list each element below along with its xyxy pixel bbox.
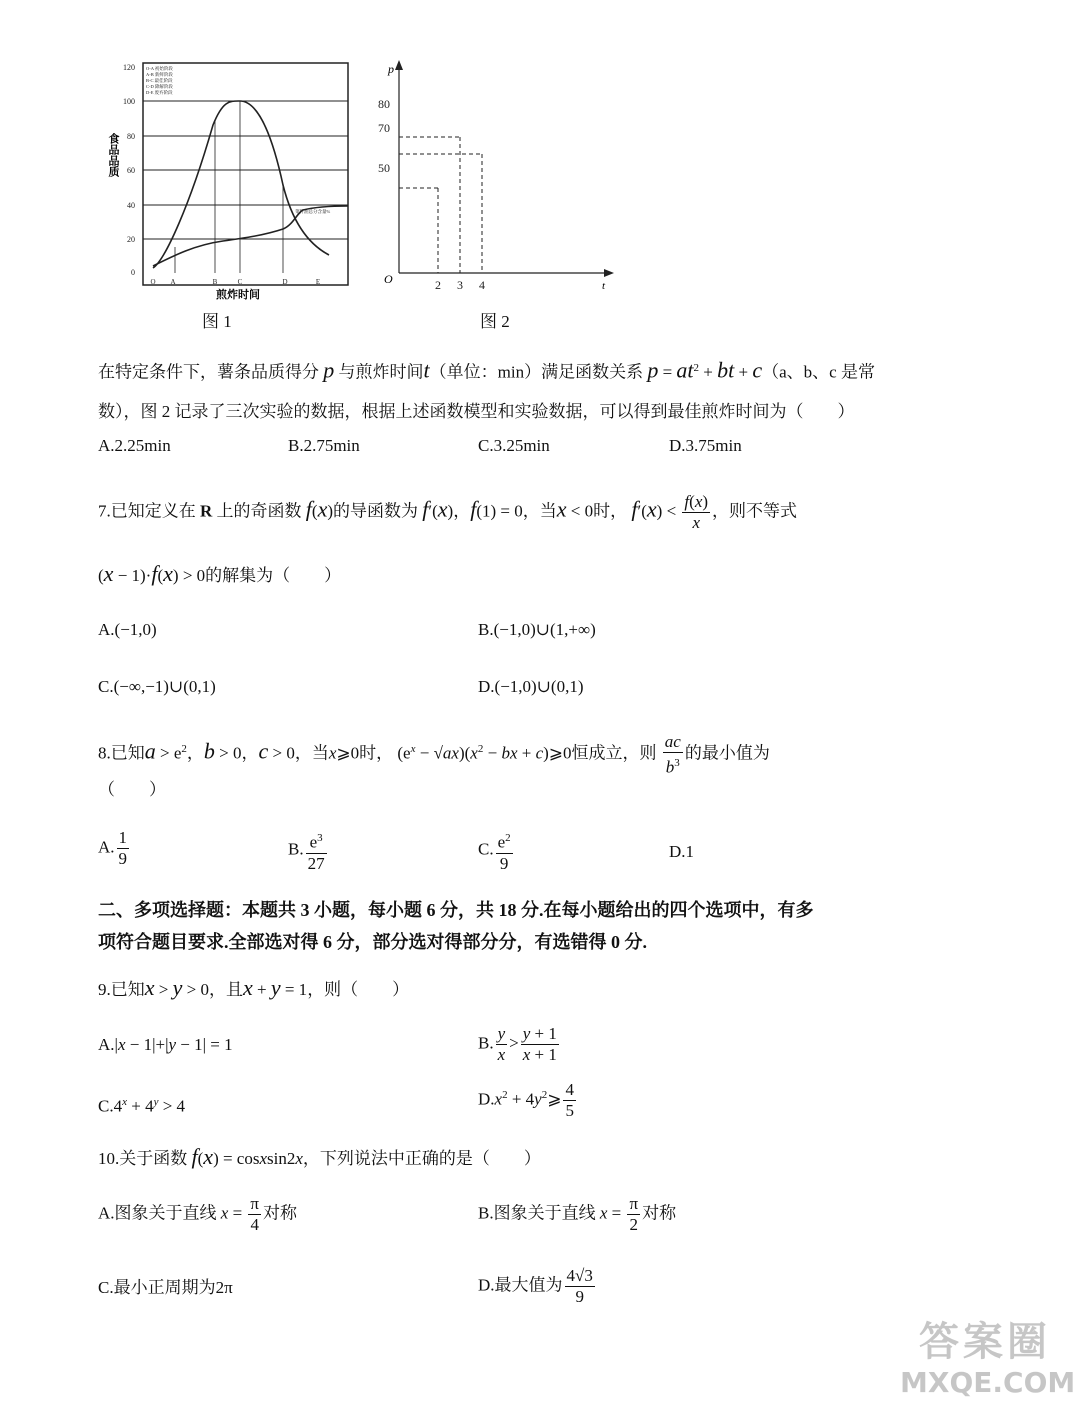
q10-stem: 10.关于函数 f(x) = cosxsin2x，下列说法中正确的是（ ） (98, 1144, 541, 1169)
fig2-x-arrow (604, 269, 614, 277)
fig2-ytick: 70 (378, 121, 390, 135)
svg-text:O-A 初始阶段: O-A 初始阶段 (146, 66, 173, 71)
q10-option-b: B.图象关于直线 x = $\frac{\pi}{2}$ 对称 (478, 1194, 677, 1234)
q7-stem: 7.已知定义在 R 上的奇函数 f(x)的导函数为 f′(x)，f(1) = 0，当x < 0时， f′(x) < $\frac{f(x)}{x}$ ，则不等式 (98, 492, 798, 532)
svg-text:C-D 降解阶段: C-D 降解阶段 (146, 84, 173, 89)
q10-option-d: D.最大值为 $\frac{4√3}{9}$ (478, 1266, 593, 1306)
figure-1-chart (105, 55, 355, 305)
q7-option-a: A.(−1,0) (98, 620, 157, 639)
q8-paren: （ ） (98, 780, 166, 799)
fig1-xtick: A (170, 278, 176, 286)
q6-option-c: C.3.25min (478, 436, 550, 455)
fig1-drop-lines (175, 101, 283, 273)
fig1-curve-label: 菜籽油总分含量% (295, 209, 331, 214)
fig1-xtick: E (315, 278, 321, 286)
fig1-ytick: 60 (127, 166, 135, 175)
fig1-ytick: 0 (131, 268, 135, 277)
svg-text:D-E 废弃阶段: D-E 废弃阶段 (146, 90, 173, 95)
fig1-ytick: 40 (127, 201, 135, 210)
svg-text:B-C 最佳阶段: B-C 最佳阶段 (146, 78, 173, 83)
q10-option-c: C.最小正周期为2π (98, 1278, 233, 1297)
fig1-xtick: B (212, 278, 218, 286)
fig1-ylabel: 食品品质 (107, 133, 119, 177)
q7-option-d: D.(−1,0)∪(0,1) (478, 677, 584, 696)
fig2-xtick: 4 (479, 278, 485, 292)
fig2-caption: 图 2 (480, 312, 510, 331)
fig1-gridlines (143, 101, 348, 239)
fig2-ytick: 80 (378, 97, 390, 111)
q9-option-a: A.|x − 1|+|y − 1| = 1 (98, 1035, 233, 1054)
q6-option-a: A.2.25min (98, 436, 171, 455)
q8-option-c: C. $\frac{e^2}{9}$ (478, 828, 515, 874)
q8-stem: 8.已知$a > e^2$，b > 0，c > 0，当x⩾0时， $(e^x - √ax)(x^2$ − bx + c)⩾0恒成立，则 $\frac{ac}{b^3}$ 的最小值为 (98, 732, 770, 777)
fig1-xlabel: 煎炸时间 (216, 289, 260, 301)
q9-option-d: $D.x^2$ + $4y^2⩾$ $\frac{4}{5}$ (478, 1080, 574, 1120)
svg-text:A-B 新鲜阶段: A-B 新鲜阶段 (146, 72, 173, 77)
fig2-data-marks (399, 137, 482, 273)
fig1-xtick: D (282, 278, 288, 286)
fig2-origin: O (384, 272, 393, 286)
fig1-ytick: 20 (127, 235, 135, 244)
section2-line2: 项符合题目要求.全部选对得 6 分，部分选对得部分分，有选错得 0 分. (98, 932, 647, 952)
section2-line1: 二、多项选择题：本题共 3 小题，每小题 6 分，共 18 分.在每小题给出的四个选项中，有多 (98, 900, 814, 920)
q7-stem-line2: (x − 1)·f(x) > 0的解集为（ ） (98, 561, 342, 586)
fig1-xtick: C (237, 278, 243, 286)
q8-option-d: D.1 (669, 842, 695, 861)
fig2-xtick: 2 (435, 278, 441, 292)
fig1-caption: 图 1 (202, 312, 232, 331)
q6-option-b: B.2.75min (288, 436, 360, 455)
q6-line1: 在特定条件下，薯条品质得分 p 与煎炸时间t（单位：min）满足函数关系 $p = at^2$ + bt + c（a、b、c 是常 (98, 357, 875, 383)
figure-2-chart (372, 55, 622, 300)
fig1-xtick: O (150, 278, 156, 286)
q8-option-b: B. $\frac{e^3}{27}$ (288, 828, 329, 874)
fig2-ytick: 50 (378, 161, 390, 175)
q6-option-d: D.3.75min (669, 436, 742, 455)
q7-option-b: B.(−1,0)∪(1,+∞) (478, 620, 596, 639)
q9-option-c: $C.4^x + 4^y > 4$ (98, 1096, 186, 1116)
fig2-xlabel: t (602, 280, 606, 292)
fig2-ylabel: p (388, 62, 394, 76)
q6-line2: 数），图 2 记录了三次实验的数据，根据上述函数模型和实验数据，可以得到最佳煎炸时间为（ ） (98, 402, 855, 421)
fig1-frame (143, 63, 348, 285)
fig1-ytick: 120 (123, 63, 135, 72)
q8-option-a: A. $\frac{1}{9}$ (98, 828, 128, 868)
fig2-xtick: 3 (457, 278, 463, 292)
fig1-ytick: 80 (127, 132, 135, 141)
q9-stem: 9.已知x > y > 0，且x + y = 1，则（ ） (98, 975, 410, 1000)
q9-option-b: B. $\frac{y}{x}$ > $\frac{y + 1}{x + 1}$ (478, 1024, 557, 1064)
fig1-quality-curve (153, 101, 329, 268)
fig1-legend (146, 65, 173, 96)
fig2-y-arrow (395, 60, 403, 70)
watermark-logo: 答案圈 MXQE.COM (900, 1319, 1076, 1399)
q10-option-a: A.图象关于直线 x = $\frac{\pi}{4}$ 对称 (98, 1194, 298, 1234)
fig1-ytick: 100 (123, 97, 135, 106)
q7-option-c: C.(−∞,−1)∪(0,1) (98, 677, 216, 696)
